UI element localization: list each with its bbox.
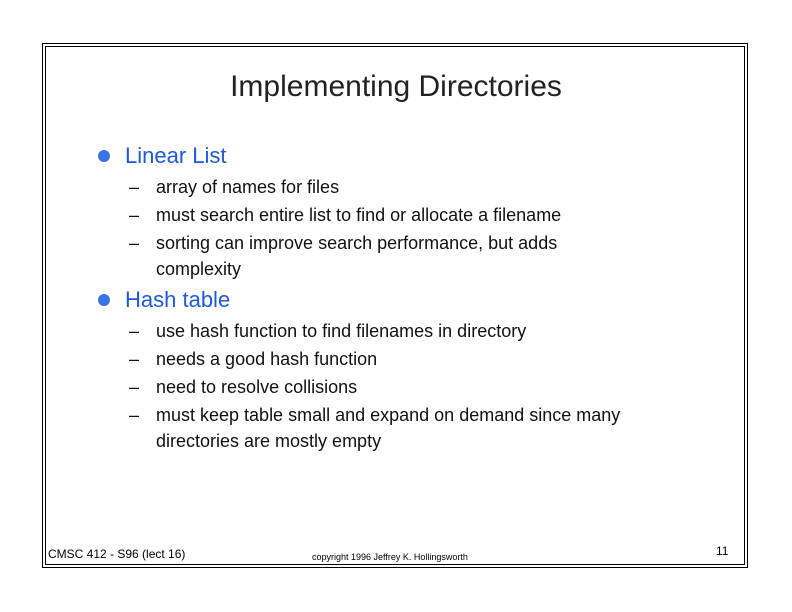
dash-icon: – [129, 205, 140, 225]
sub-item-text: must keep table small and expand on demand since many directories are mostly empty [156, 405, 621, 451]
bullet-label: Linear List [125, 143, 227, 168]
dash-icon: – [129, 321, 140, 341]
course-footer: CMSC 412 - S96 (lect 16) [48, 547, 186, 561]
sub-item [129, 402, 709, 454]
dash-icon: – [129, 377, 140, 397]
dash-icon: – [129, 233, 140, 253]
page-number: 11 [716, 544, 729, 558]
sub-item-text: must search entire list to find or allocate a filename [156, 205, 562, 225]
copyright-footer: copyright 1996 Jeffrey K. Hollingsworth [312, 552, 468, 562]
sub-item [129, 318, 709, 344]
dash-icon: – [129, 349, 140, 369]
sub-item [129, 346, 709, 372]
sub-list [129, 174, 709, 284]
sub-item-text: array of names for files [156, 177, 340, 197]
bullet-dot-icon [98, 294, 110, 306]
sub-list [129, 318, 709, 456]
sub-item-text: need to resolve collisions [156, 377, 358, 397]
sub-item-text: needs a good hash function [156, 349, 378, 369]
dash-icon: – [129, 405, 140, 425]
sub-item [129, 230, 709, 282]
sub-item-text: sorting can improve search performance, but adds complexity [156, 233, 558, 279]
dash-icon: – [129, 177, 140, 197]
bullet-label: Hash table [125, 287, 231, 312]
sub-item [129, 374, 709, 400]
bullet-dot-icon [98, 150, 110, 162]
sub-item [129, 174, 709, 200]
sub-item [129, 202, 709, 228]
slide-title: Implementing Directories [230, 70, 562, 103]
sub-item-text: use hash function to find filenames in directory [156, 321, 527, 341]
